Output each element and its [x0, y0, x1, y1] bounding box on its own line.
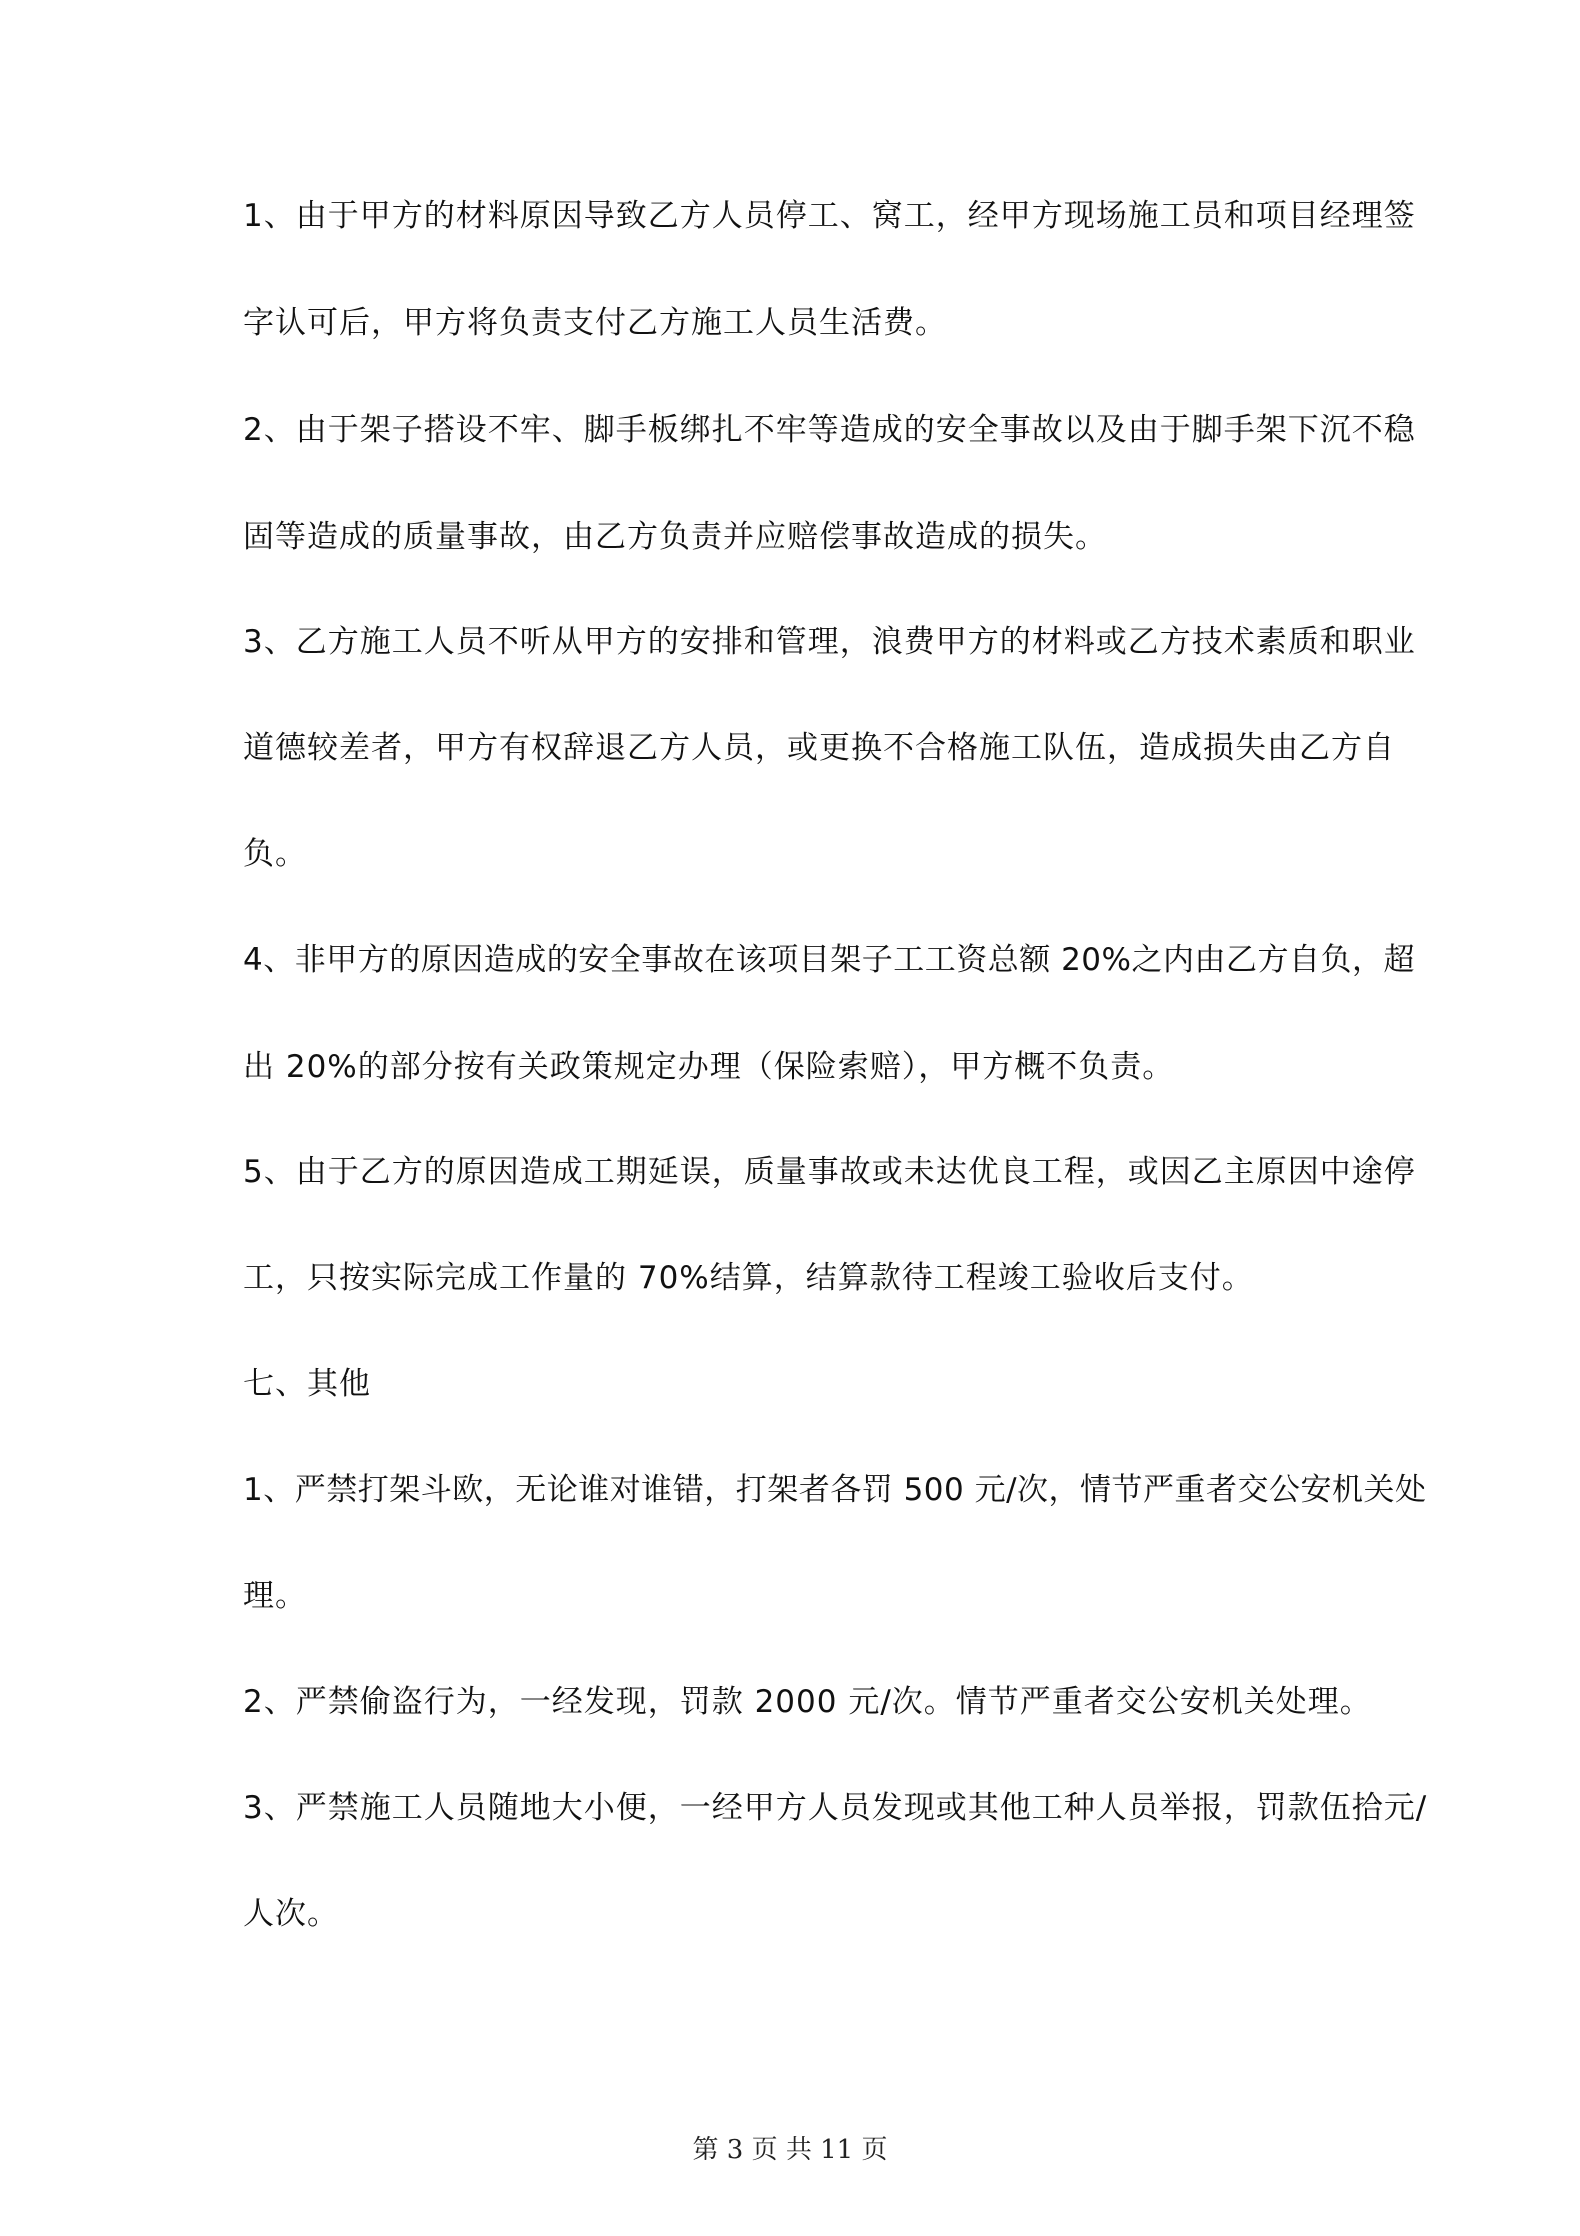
text-line: 理。 [243, 1578, 307, 1614]
text-line: 2、由于架子搭设不牢、脚手板绑扎不牢等造成的安全事故以及由于脚手架下沉不稳 [243, 412, 1416, 448]
text-line: 负。 [243, 836, 307, 872]
text-line: 出 20%的部分按有关政策规定办理（保险索赔），甲方概不负责。 [243, 1049, 1175, 1085]
page-footer: 第 3 页 共 11 页 [692, 2135, 888, 2165]
text-line: 1、严禁打架斗欧，无论谁对谁错，打架者各罚 500 元/次，情节严重者交公安机关处 [243, 1472, 1427, 1508]
text-line: 2、严禁偷盗行为，一经发现，罚款 2000 元/次。情节严重者交公安机关处理。 [243, 1684, 1372, 1720]
text-line: 5、由于乙方的原因造成工期延误，质量事故或未达优良工程，或因乙主原因中途停 [243, 1154, 1416, 1190]
text-line: 道德较差者，甲方有权辞退乙方人员，或更换不合格施工队伍，造成损失由乙方自 [243, 730, 1395, 766]
text-line: 4、非甲方的原因造成的安全事故在该项目架子工工资总额 20%之内由乙方自负，超 [243, 942, 1415, 978]
text-line: 人次。 [243, 1896, 339, 1932]
text-line: 固等造成的质量事故，由乙方负责并应赔偿事故造成的损失。 [243, 519, 1107, 555]
text-line: 工，只按实际完成工作量的 70%结算，结算款待工程竣工验收后支付。 [243, 1260, 1254, 1296]
text-line: 3、严禁施工人员随地大小便，一经甲方人员发现或其他工种人员举报，罚款伍拾元/ [243, 1790, 1428, 1826]
text-line: 3、乙方施工人员不听从甲方的安排和管理，浪费甲方的材料或乙方技术素质和职业 [243, 624, 1416, 660]
section-heading: 七、其他 [243, 1366, 371, 1402]
text-line: 字认可后，甲方将负责支付乙方施工人员生活费。 [243, 305, 947, 341]
text-line: 1、由于甲方的材料原因导致乙方人员停工、窝工，经甲方现场施工员和项目经理签 [243, 198, 1416, 234]
